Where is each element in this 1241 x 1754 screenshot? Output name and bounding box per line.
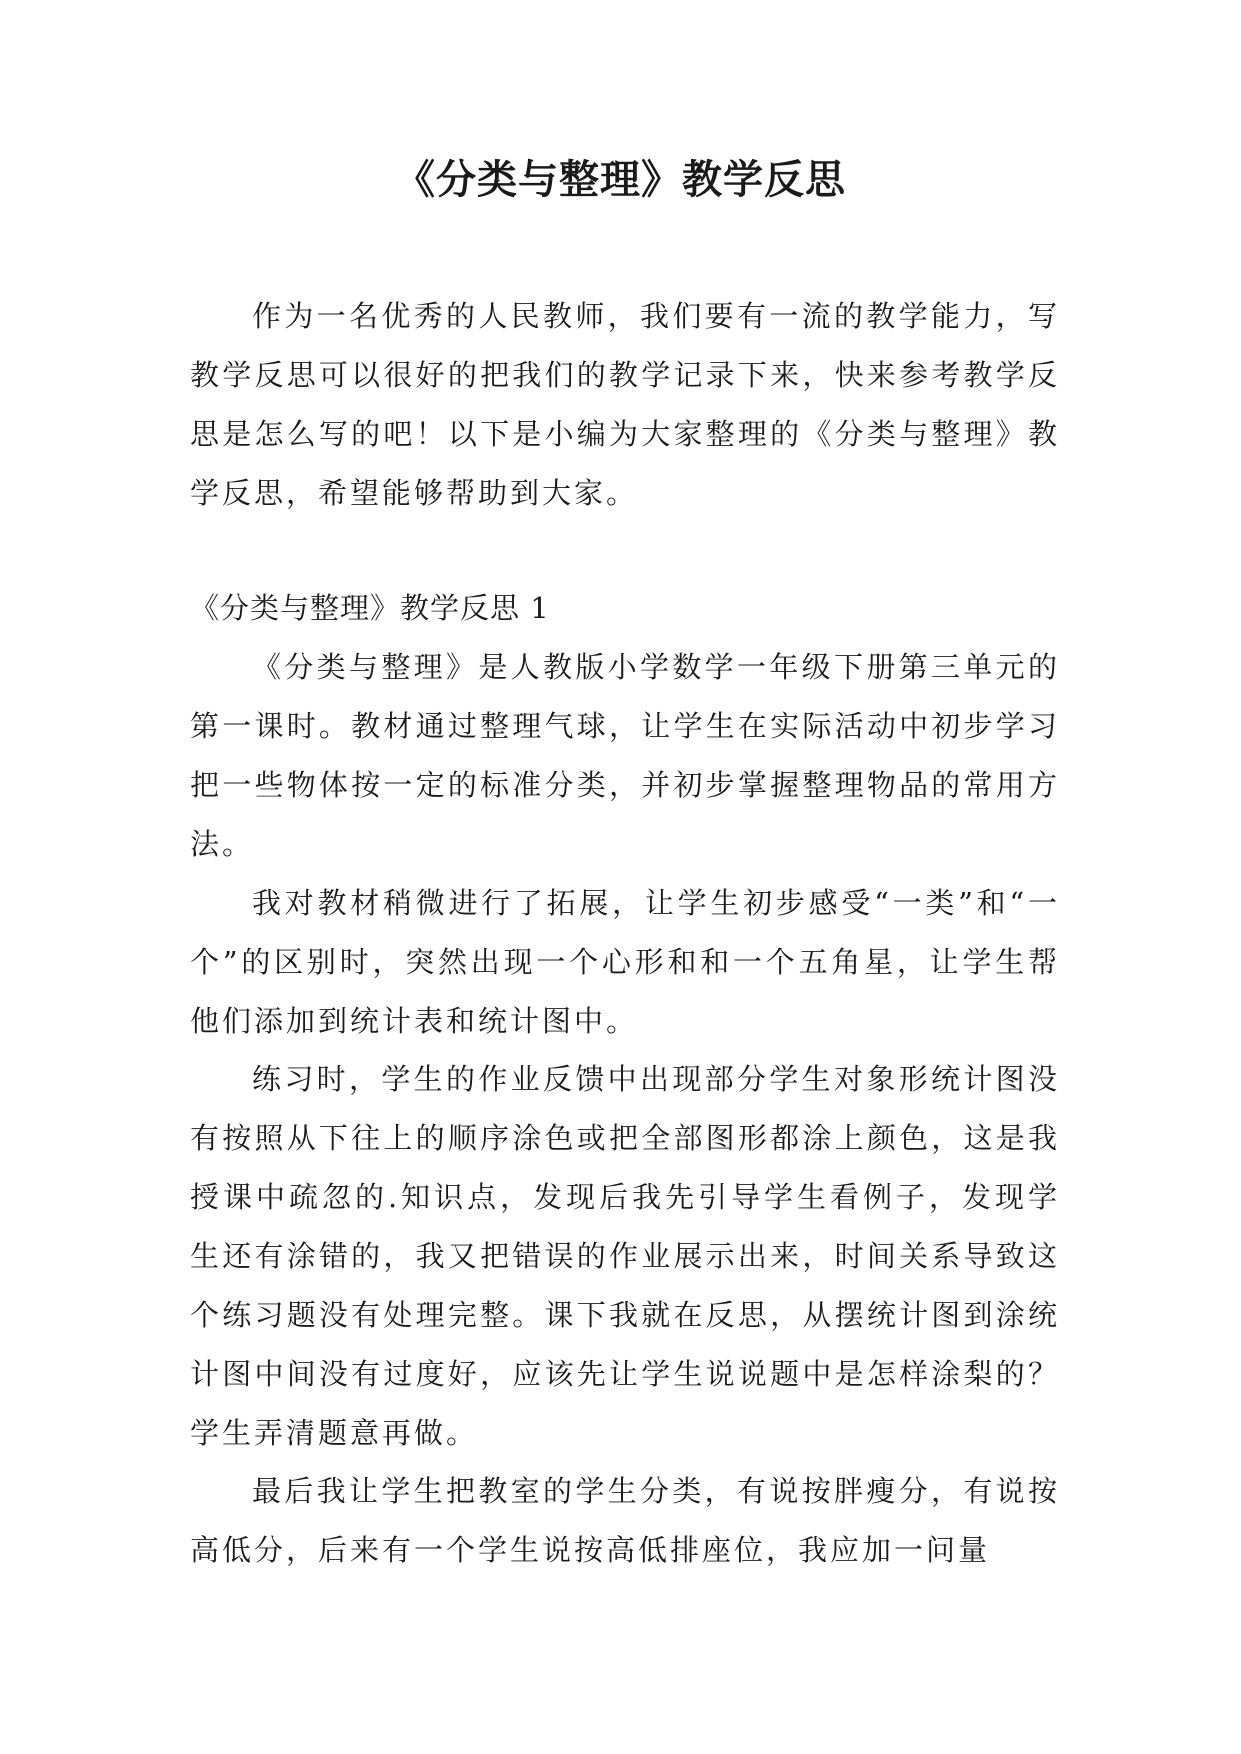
body-paragraph: 《分类与整理》是人教版小学数学一年级下册第三单元的第一课时。教材通过整理气球，让学生在实际活动中初步学习把一些物体按一定的标准分类，并初步掌握整理物品的常用方法。 [190, 650, 1060, 861]
document-title: 《分类与整理》教学反思 [395, 156, 846, 203]
intro-paragraph: 作为一名优秀的人民教师，我们要有一流的教学能力，写教学反思可以很好的把我们的教学记录下来，快来参考教学反思是怎么写的吧！以下是小编为大家整理的《分类与整理》教学反思，希望能够帮助到大家。 [190, 299, 1060, 510]
body-paragraph: 我对教材稍微进行了拓展，让学生初步感受“一类”和“一个”的区别时，突然出现一个心形和和一个五角星，让学生帮他们添加到统计表和统计图中。 [190, 886, 1060, 1038]
body-paragraph: 最后我让学生把教室的学生分类，有说按胖瘦分，有说按高低分，后来有一个学生说按高低排座位，我应加一问量 [190, 1474, 1060, 1567]
body-paragraph: 练习时，学生的作业反馈中出现部分学生对象形统计图没有按照从下往上的顺序涂色或把全部图形都涂上颜色，这是我授课中疏忽的.知识点，发现后我先引导学生看例子，发现学生还有涂错的，我又把错误的作业展示出来，时间关系导致这个练习题没有处理完整。课下我就在反思，从摆统计图到涂统计图中间没有过度好，应该先让学生说说题中是怎样涂梨的？学生弄清题意再做。 [190, 1062, 1060, 1450]
section-heading: 《分类与整理》教学反思 1 [190, 591, 550, 625]
